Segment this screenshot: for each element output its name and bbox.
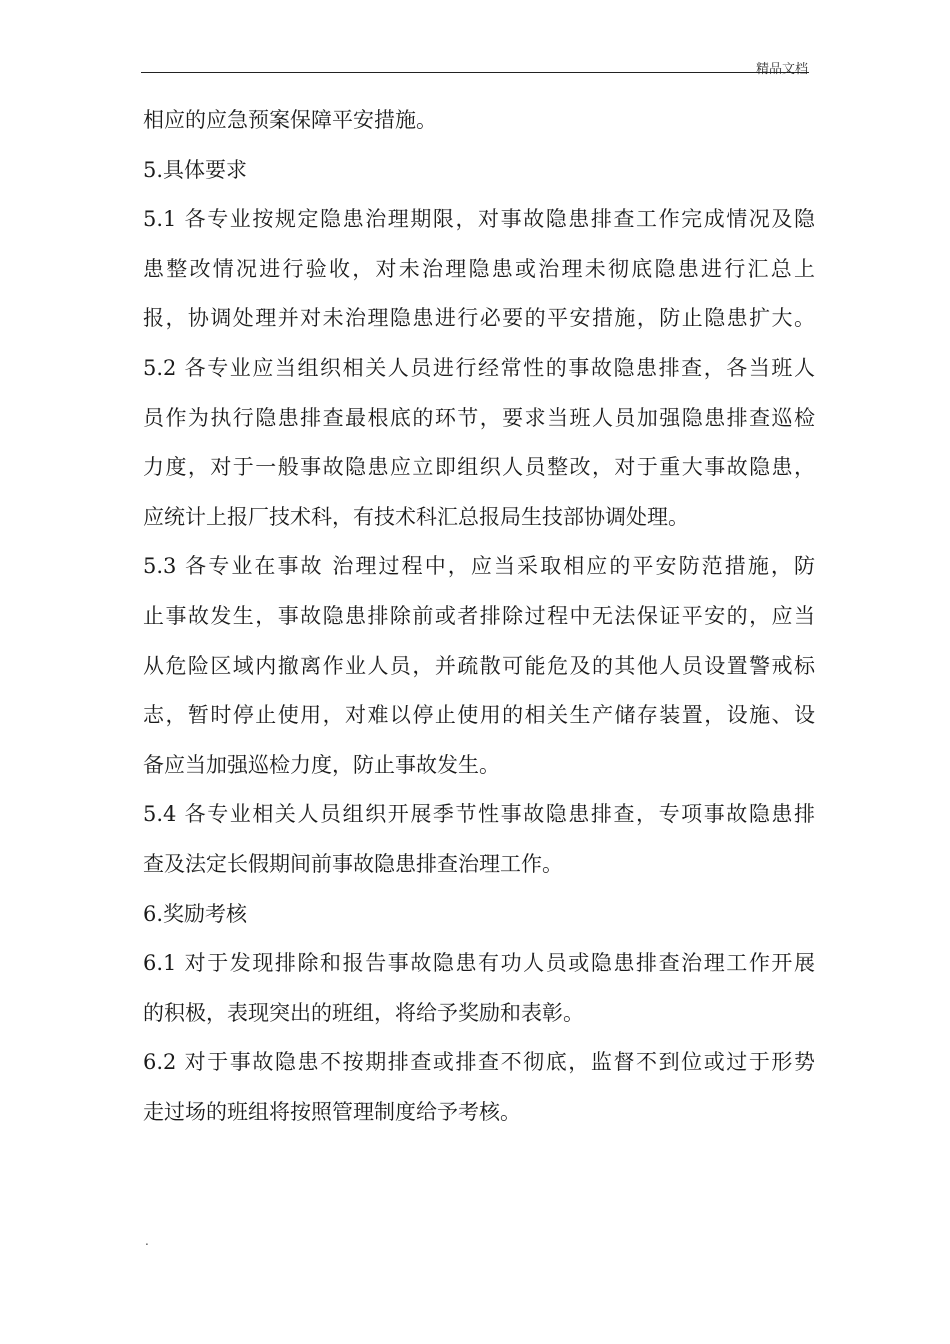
text-line: 相应的应急预案保障平安措施。	[143, 108, 437, 132]
header-rule	[141, 72, 809, 73]
text-line: 6.2 对于事故隐患不按期排查或排查不彻底，监督不到位或过于形势	[143, 1050, 815, 1075]
text-line: 5.2 各专业应当组织相关人员进行经常性的事故隐患排查，各当班人	[143, 355, 815, 380]
text-line: 查及法定长假期间前事故隐患排查治理工作。	[143, 851, 563, 876]
text-line: 患整改情况进行验收，对未治理隐患或治理未彻底隐患进行汇总上	[143, 256, 815, 281]
text-line: 5.1 各专业按规定隐患治理期限，对事故隐患排查工作完成情况及隐	[143, 207, 815, 232]
text-line: 的积极，表现突出的班组，将给予奖励和表彰。	[143, 1000, 584, 1025]
text-line: 志，暂时停止使用，对难以停止使用的相关生产储存装置，设施、设	[143, 703, 815, 728]
footer-mark: .	[145, 1234, 149, 1248]
text-line: 5.3 各专业在事故 治理过程中，应当采取相应的平安防范措施，防	[143, 554, 815, 579]
text-line: 从危险区域内撤离作业人员，并疏散可能危及的其他人员设置警戒标	[143, 653, 815, 678]
text-line: 5.4 各专业相关人员组织开展季节性事故隐患排查，专项事故隐患排	[143, 802, 815, 827]
text-line: 止事故发生，事故隐患排除前或者排除过程中无法保证平安的，应当	[143, 603, 815, 628]
section-heading: 5.具体要求	[143, 157, 248, 182]
text-line: 应统计上报厂技术科，有技术科汇总报局生技部协调处理。	[143, 504, 689, 529]
section-heading: 6.奖励考核	[143, 901, 248, 926]
text-line: 力度，对于一般事故隐患应立即组织人员整改，对于重大事故隐患，	[143, 455, 815, 480]
header-label: 精品文档	[755, 62, 808, 77]
text-line: 报，协调处理并对未治理隐患进行必要的平安措施，防止隐患扩大。	[143, 306, 815, 331]
text-line: 走过场的班组将按照管理制度给予考核。	[143, 1099, 521, 1124]
text-line: 备应当加强巡检力度，防止事故发生。	[143, 752, 500, 777]
document-body	[143, 96, 815, 1137]
text-line: 员作为执行隐患排查最根底的环节，要求当班人员加强隐患排查巡检	[143, 405, 815, 430]
text-line: 6.1 对于发现排除和报告事故隐患有功人员或隐患排查治理工作开展	[143, 951, 815, 976]
